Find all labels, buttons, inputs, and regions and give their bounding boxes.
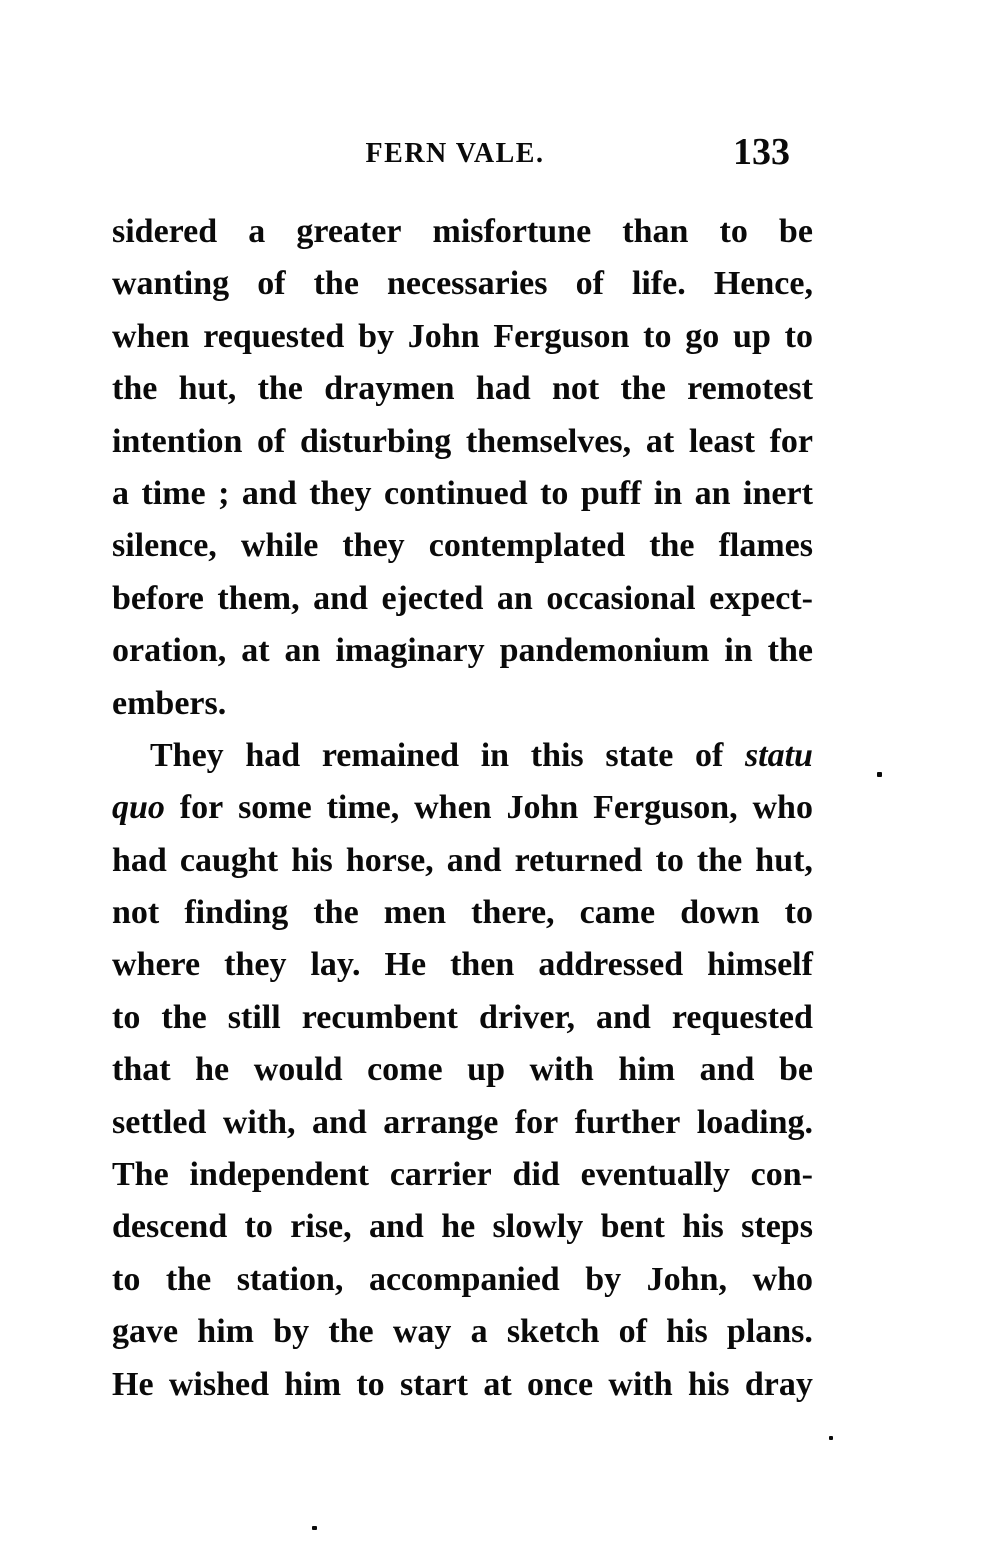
- text-line: when requested by John Ferguson to go up to: [112, 317, 813, 355]
- text-line: silence, while they contemplated the flames: [112, 527, 813, 565]
- text-line: wanting of the necessaries of life. Hence,: [112, 265, 813, 303]
- text-line: intention of disturbing themselves, at least for: [112, 422, 813, 460]
- text-line: descend to rise, and he slowly bent his steps: [112, 1208, 813, 1246]
- text-line: where they lay. He then addressed himself: [112, 946, 813, 984]
- text-line: quo for some time, when John Ferguson, who: [112, 789, 813, 827]
- text-line: that he would come up with him and be: [112, 1051, 813, 1089]
- text-line: had caught his horse, and returned to the hut,: [112, 841, 813, 879]
- text-line: settled with, and arrange for further loading.: [112, 1103, 813, 1141]
- text-line: oration, at an imaginary pandemonium in the: [112, 632, 813, 670]
- page-text: [112, 206, 813, 1411]
- text-line: not finding the men there, came down to: [112, 894, 813, 932]
- text-line: the hut, the draymen had not the remotest: [112, 370, 813, 408]
- text-line: embers.: [112, 684, 227, 722]
- text-line: before them, and ejected an occasional expect-: [112, 579, 813, 617]
- text-line: He wished him to start at once with his dray: [112, 1365, 813, 1403]
- scan-speck: [829, 1436, 833, 1440]
- text-line: a time ; and they continued to puff in an inert: [112, 474, 813, 512]
- running-head: [0, 0, 1000, 200]
- page-header-title: FERN VALE.: [365, 138, 545, 169]
- text-line: to the station, accompanied by John, who: [112, 1260, 813, 1298]
- text-line: gave him by the way a sketch of his plans.: [112, 1313, 813, 1351]
- text-line: to the still recumbent driver, and requested: [112, 998, 813, 1036]
- scan-speck: [312, 1526, 317, 1530]
- text-line: They had remained in this state of statu: [150, 736, 813, 774]
- text-line: The independent carrier did eventually con-: [112, 1156, 813, 1194]
- text-line: sidered a greater misfortune than to be: [112, 213, 813, 250]
- scan-speck: [877, 772, 882, 777]
- page-number: 133: [733, 131, 790, 173]
